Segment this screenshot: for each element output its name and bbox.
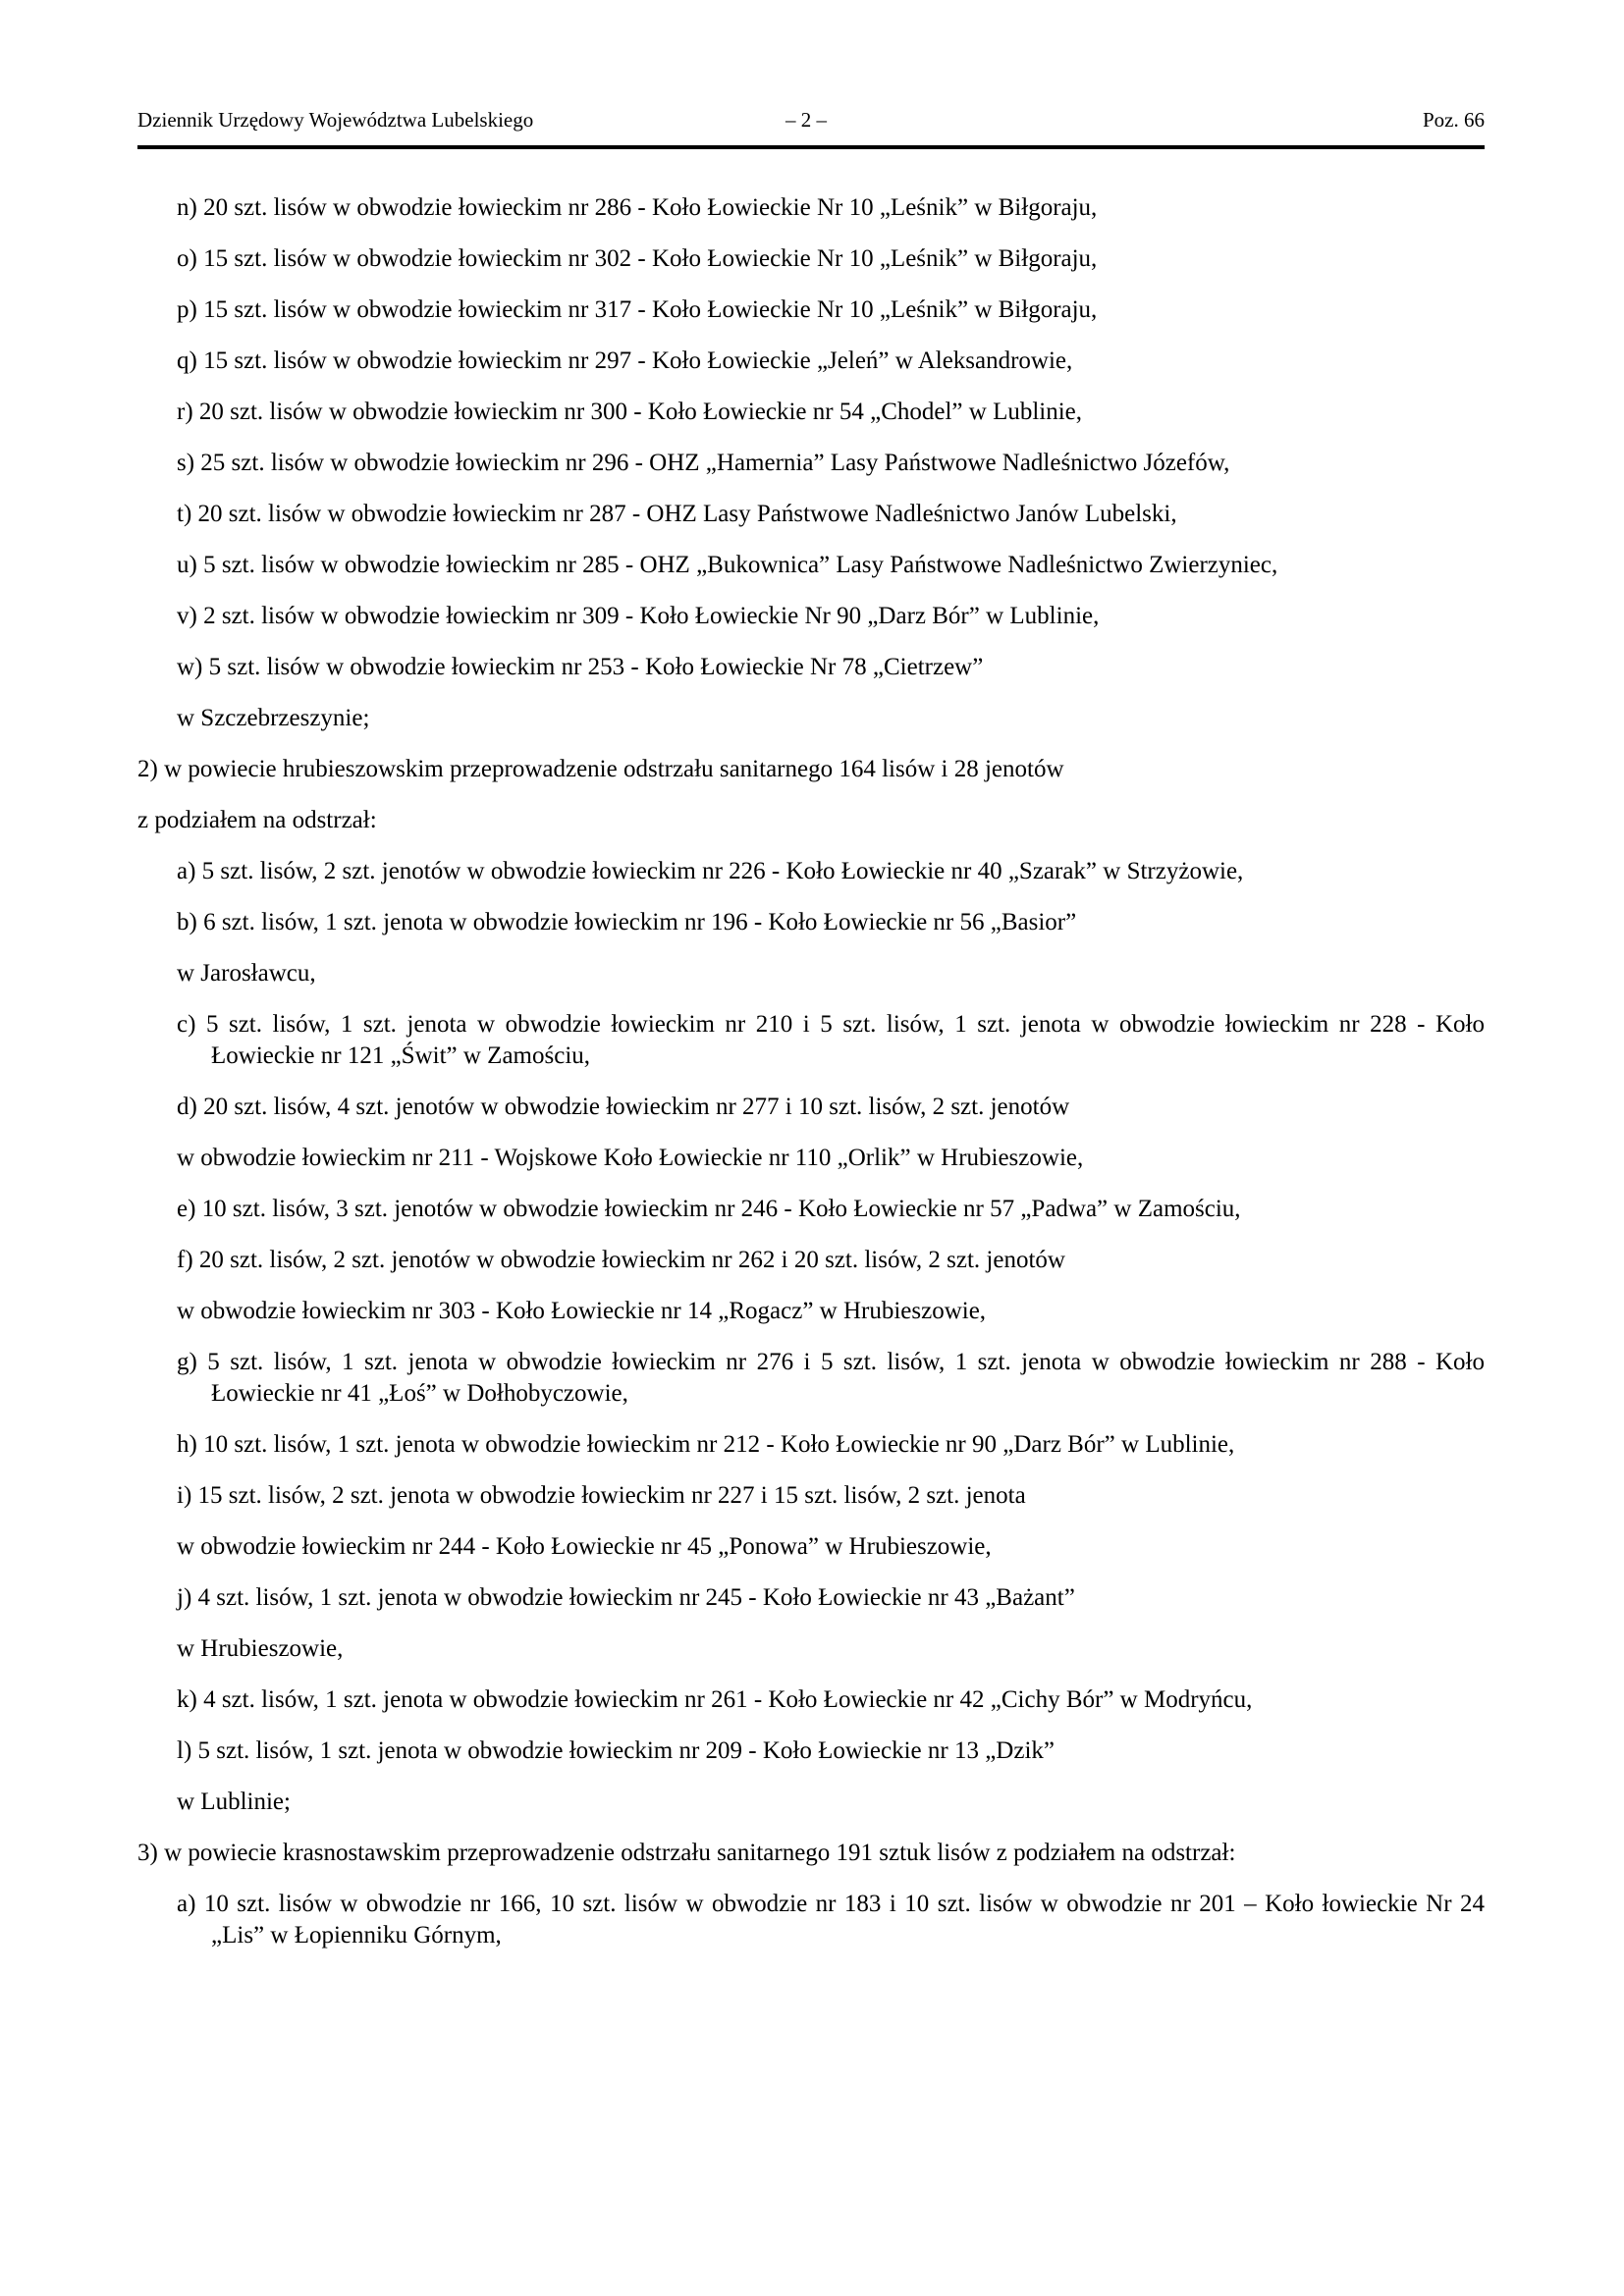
page-number: – 2 –	[785, 108, 827, 132]
list-item-continuation: w Lublinie;	[177, 1789, 291, 1815]
list-item: u) 5 szt. lisów w obwodzie łowieckim nr 285 - OHZ „Bukownica” Lasy Państwowe Nadleśnictwo Zwierzyniec,	[177, 552, 1278, 578]
list-item: r) 20 szt. lisów w obwodzie łowieckim nr 300 - Koło Łowieckie nr 54 „Chodel” w Lublinie,	[177, 399, 1083, 425]
list-item-continuation: w Jarosławcu,	[177, 960, 316, 987]
list-item: 2) w powiecie hrubieszowskim przeprowadzenie odstrzału sanitarnego 164 lisów i 28 jenotów	[137, 756, 1064, 782]
list-item: f) 20 szt. lisów, 2 szt. jenotów w obwodzie łowieckim nr 262 i 20 szt. lisów, 2 szt. jenotów	[177, 1247, 1065, 1273]
list-item: b) 6 szt. lisów, 1 szt. jenota w obwodzie łowieckim nr 196 - Koło Łowieckie nr 56 „Basior”	[177, 909, 1077, 935]
list-item: t) 20 szt. lisów w obwodzie łowieckim nr 287 - OHZ Lasy Państwowe Nadleśnictwo Janów Lubelski,	[177, 501, 1177, 527]
list-item: g) 5 szt. lisów, 1 szt. jenota w obwodzie łowieckim nr 276 i 5 szt. lisów, 1 szt. jenota w obwodzie łowieckim nr 288 - Koło Łowieckie nr 41 „Łoś” w Dołhobyczowie,	[177, 1349, 1485, 1407]
list-item: c) 5 szt. lisów, 1 szt. jenota w obwodzie łowieckim nr 210 i 5 szt. lisów, 1 szt. jenota w obwodzie łowieckim nr 228 - Koło Łowieckie nr 121 „Świt” w Zamościu,	[177, 1011, 1485, 1069]
list-item-continuation: w obwodzie łowieckim nr 244 - Koło Łowieckie nr 45 „Ponowa” w Hrubieszowie,	[177, 1533, 992, 1560]
list-item: i) 15 szt. lisów, 2 szt. jenota w obwodzie łowieckim nr 227 i 15 szt. lisów, 2 szt. jenota	[177, 1482, 1026, 1509]
list-item: a) 10 szt. lisów w obwodzie nr 166, 10 szt. lisów w obwodzie nr 183 i 10 szt. lisów w obwodzie nr 201 – Koło łowieckie Nr 24 „Lis” w Łopienniku Górnym,	[177, 1891, 1485, 1949]
header-rule	[137, 145, 1485, 149]
position-number: Poz. 66	[1423, 108, 1485, 132]
document-body	[137, 192, 1485, 1951]
journal-title: Dziennik Urzędowy Województwa Lubelskiego	[137, 108, 534, 132]
list-item-continuation: z podziałem na odstrzał:	[137, 807, 377, 833]
list-item: e) 10 szt. lisów, 3 szt. jenotów w obwodzie łowieckim nr 246 - Koło Łowieckie nr 57 „Padwa” w Zamościu,	[177, 1196, 1241, 1222]
list-item: a) 5 szt. lisów, 2 szt. jenotów w obwodzie łowieckim nr 226 - Koło Łowieckie nr 40 „Szarak” w Strzyżowie,	[177, 858, 1244, 884]
list-item: n) 20 szt. lisów w obwodzie łowieckim nr 286 - Koło Łowieckie Nr 10 „Leśnik” w Biłgoraju,	[177, 194, 1098, 221]
list-item: j) 4 szt. lisów, 1 szt. jenota w obwodzie łowieckim nr 245 - Koło Łowieckie nr 43 „Bażant”	[177, 1584, 1075, 1611]
page-header	[137, 108, 1485, 149]
list-item: w) 5 szt. lisów w obwodzie łowieckim nr 253 - Koło Łowieckie Nr 78 „Cietrzew”	[177, 654, 984, 680]
list-item: p) 15 szt. lisów w obwodzie łowieckim nr 317 - Koło Łowieckie Nr 10 „Leśnik” w Biłgoraju,	[177, 296, 1098, 323]
list-item: o) 15 szt. lisów w obwodzie łowieckim nr 302 - Koło Łowieckie Nr 10 „Leśnik” w Biłgoraju,	[177, 245, 1098, 272]
list-item-continuation: w obwodzie łowieckim nr 211 - Wojskowe Koło Łowieckie nr 110 „Orlik” w Hrubieszowie,	[177, 1145, 1084, 1171]
list-item: d) 20 szt. lisów, 4 szt. jenotów w obwodzie łowieckim nr 277 i 10 szt. lisów, 2 szt. jenotów	[177, 1094, 1070, 1120]
list-item-continuation: w Szczebrzeszynie;	[177, 705, 370, 731]
list-item: 3) w powiecie krasnostawskim przeprowadzenie odstrzału sanitarnego 191 sztuk lisów z podziałem na odstrzał:	[137, 1840, 1236, 1866]
list-item-continuation: w Hrubieszowie,	[177, 1635, 344, 1662]
list-item: q) 15 szt. lisów w obwodzie łowieckim nr 297 - Koło Łowieckie „Jeleń” w Aleksandrowie,	[177, 347, 1073, 374]
list-item: l) 5 szt. lisów, 1 szt. jenota w obwodzie łowieckim nr 209 - Koło Łowieckie nr 13 „Dzik”	[177, 1737, 1055, 1764]
list-item: s) 25 szt. lisów w obwodzie łowieckim nr 296 - OHZ „Hamernia” Lasy Państwowe Nadleśnictwo Józefów,	[177, 450, 1230, 476]
list-item-continuation: w obwodzie łowieckim nr 303 - Koło Łowieckie nr 14 „Rogacz” w Hrubieszowie,	[177, 1298, 987, 1324]
list-item: h) 10 szt. lisów, 1 szt. jenota w obwodzie łowieckim nr 212 - Koło Łowieckie nr 90 „Darz Bór” w Lublinie,	[177, 1431, 1235, 1458]
list-item: k) 4 szt. lisów, 1 szt. jenota w obwodzie łowieckim nr 261 - Koło Łowieckie nr 42 „Cichy Bór” w Modryńcu,	[177, 1686, 1253, 1713]
list-item: v) 2 szt. lisów w obwodzie łowieckim nr 309 - Koło Łowieckie Nr 90 „Darz Bór” w Lublinie,	[177, 603, 1100, 629]
